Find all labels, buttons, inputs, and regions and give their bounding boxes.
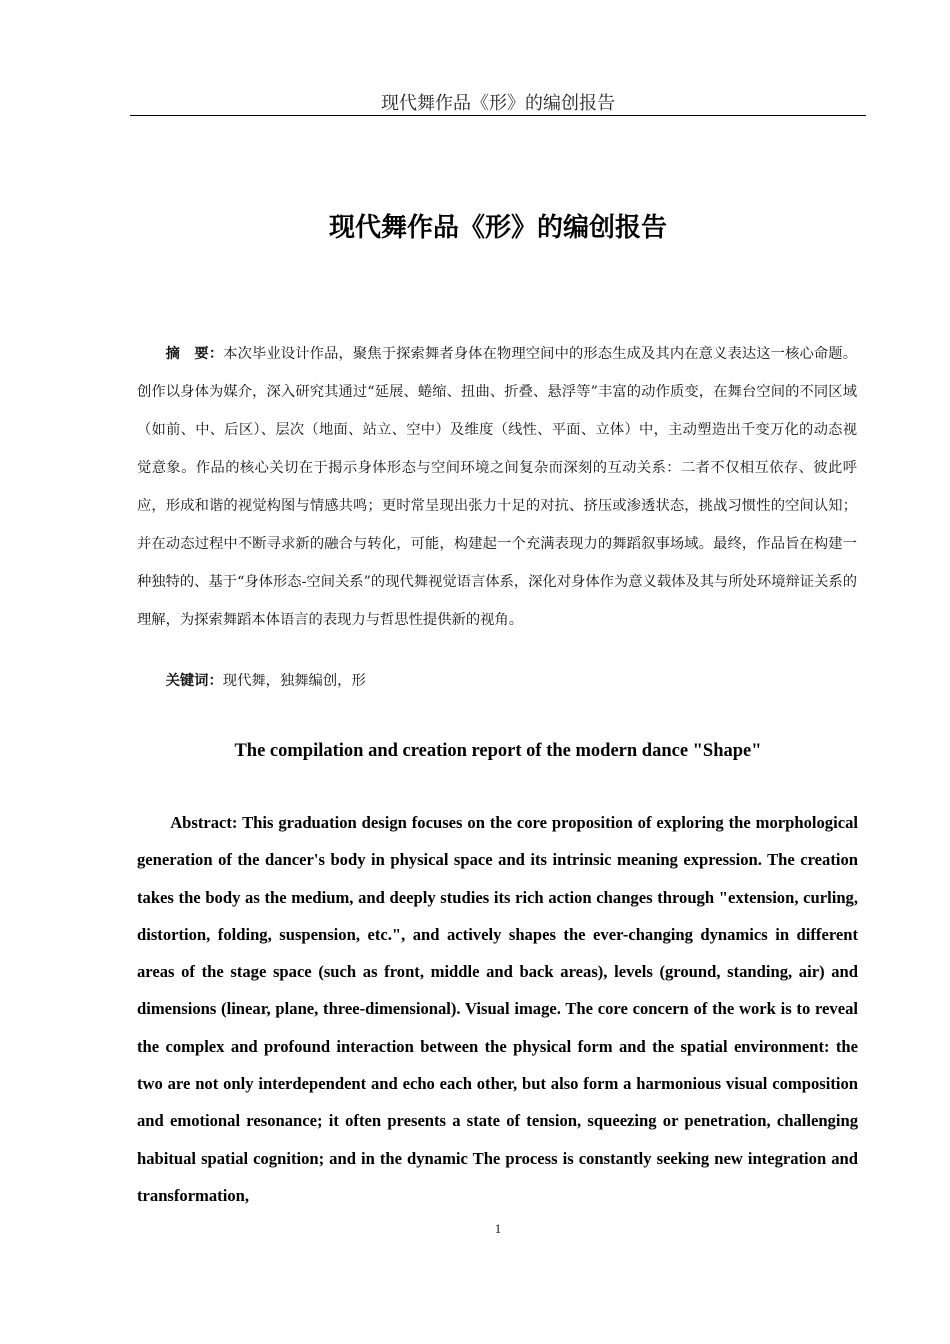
english-abstract-text: This graduation design focuses on the core proposition of exploring the morphological generation of the dancer's body in physical space and its intrinsic meaning expression. The creation takes the body as the medium, and deeply studies its rich action changes through "extension, curling, distortion, folding, suspension, etc.", and actively shapes the ever-changing dynamics in different areas of the stage space (such as front, middle and back areas), levels (ground, standing, air) and dimensions (linear, plane, three-dimensional). Visual image. The core concern of the work is to reveal the complex and profound interaction between the physical form and the spatial environment: the two are not only interdependent and echo each other, but also form a harmonious visual composition and emotional resonance; it often presents a state of tension, squeezing or penetration, challenging habitual spatial cognition; and in the dynamic The process is constantly seeking new integration and transformation, xyxy=(137,813,858,1205)
chinese-keywords-label: 关键词： xyxy=(165,673,223,689)
running-header: 现代舞作品《形》的编创报告 xyxy=(381,93,615,114)
english-abstract xyxy=(137,804,858,1214)
chinese-abstract xyxy=(137,335,857,639)
chinese-keywords xyxy=(137,666,857,696)
chinese-abstract-text: 本次毕业设计作品，聚焦于探索舞者身体在物理空间中的形态生成及其内在意义表达这一核心命题。创作以身体为媒介，深入研究其通过“延展、蜷缩、扭曲、折叠、悬浮等”丰富的动作质变，在舞台空间的不同区域（如前、中、后区）、层次（地面、站立、空中）及维度（线性、平面、立体）中，主动塑造出千变万化的动态视觉意象。作品的核心关切在于揭示身体形态与空间环境之间复杂而深刻的互动关系：二者不仅相互依存、彼此呼应，形成和谐的视觉构图与情感共鸣；更时常呈现出张力十足的对抗、挤压或渗透状态，挑战习惯性的空间认知；并在动态过程中不断寻求新的融合与转化，可能，构建起一个充满表现力的舞蹈叙事场域。最终，作品旨在构建一种独特的、基于“身体形态-空间关系”的现代舞视觉语言体系，深化对身体作为意义载体及其与所处环境辩证关系的理解，为探索舞蹈本体语言的表现力与哲思性提供新的视角。 xyxy=(137,346,858,628)
english-title: The compilation and creation report of the modern dance "Shape" xyxy=(234,741,762,761)
chinese-abstract-label: 摘 要： xyxy=(165,346,224,362)
header-rule xyxy=(130,115,866,116)
page-title: 现代舞作品《形》的编创报告 xyxy=(328,213,667,243)
english-abstract-label: Abstract: xyxy=(170,813,238,832)
page-number: 1 xyxy=(494,1221,502,1236)
chinese-keywords-text: 现代舞，独舞编创，形 xyxy=(222,673,366,689)
